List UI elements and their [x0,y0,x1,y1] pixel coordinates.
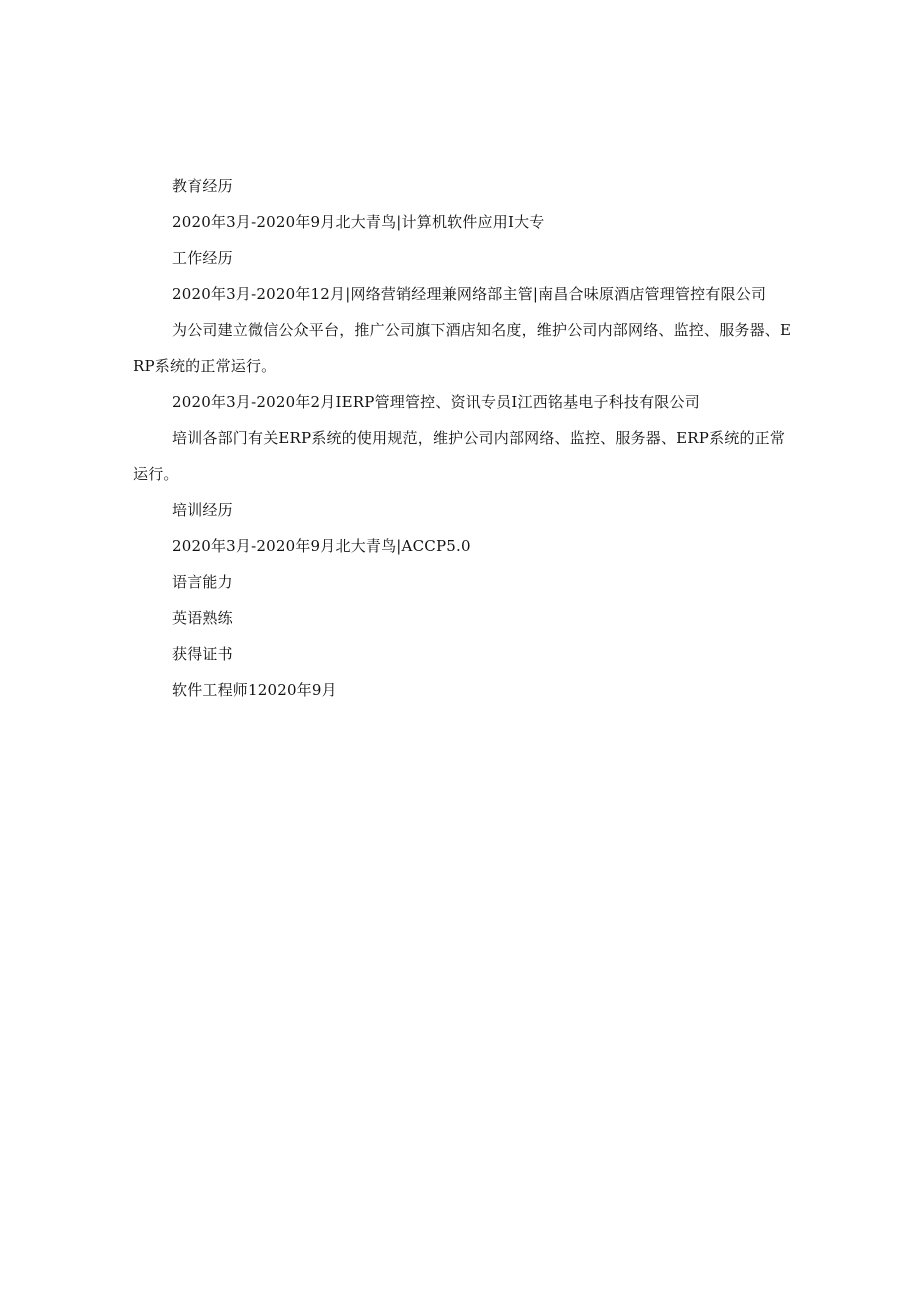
resume-content [133,168,793,708]
work-entry-1-title: 2020年3月-2020年12月|网络营销经理兼网络部主管|南昌合味原酒店管理管控有限公司 [172,285,767,303]
work-entry-1-description: 为公司建立微信公众平台，推广公司旗下酒店知名度，维护公司内部网络、监控、服务器、ERP系统的正常运行。 [133,321,792,375]
section-heading-training: 培训经历 [172,501,233,519]
work-entry-2-title: 2020年3月-2020年2月IERP管理管控、资讯专员I江西铭基电子科技有限公司 [172,393,700,411]
language-entry: 英语熟练 [172,609,233,627]
work-entry-2-description: 培训各部门有关ERP系统的使用规范，维护公司内部网络、监控、服务器、ERP系统的正常运行。 [133,429,786,483]
education-entry: 2020年3月-2020年9月北大青鸟|计算机软件应用I大专 [172,213,545,231]
training-entry: 2020年3月-2020年9月北大青鸟|ACCP5.0 [172,537,471,555]
section-heading-language: 语言能力 [172,573,233,591]
section-heading-certificates: 获得证书 [172,645,233,663]
section-heading-education: 教育经历 [172,177,233,195]
certificate-entry: 软件工程师12020年9月 [172,681,337,699]
section-heading-work: 工作经历 [172,249,233,267]
